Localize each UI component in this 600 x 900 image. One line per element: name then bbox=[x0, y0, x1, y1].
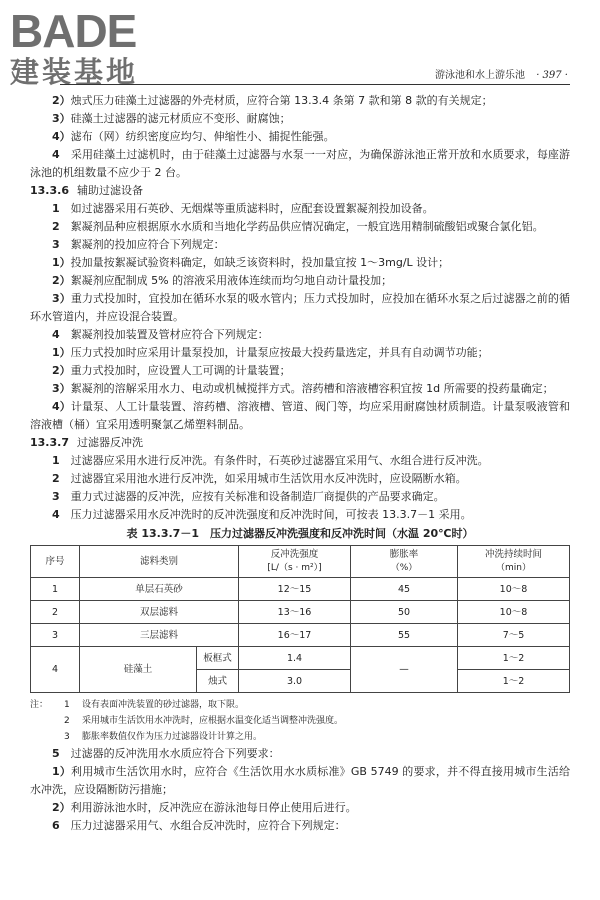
col-header-expansion: 膨胀率 （%） bbox=[351, 546, 458, 578]
clause-item: 2）烛式压力硅藻土过滤器的外壳材质，应符合第 13.3.4 条第 7 款和第 8 款的有关规定； bbox=[52, 94, 493, 107]
clause-item: 1 如过滤器采用石英砂、无烟煤等重质滤料时，应配套设置絮凝剂投加设备。 bbox=[52, 202, 434, 215]
table-row: 4 硅藻土 板框式 1.4 — 1～2 bbox=[31, 647, 570, 670]
clause-item: 4 采用硅藻土过滤机时，由于硅藻土过滤器与水泵一一对应，为确保游泳池正常开放和水质要求，每座游泳池的机组数量不应少于 2 台。 bbox=[30, 148, 571, 179]
header-rule bbox=[60, 84, 570, 85]
page-number: · 397 · bbox=[536, 70, 568, 81]
section-heading: 13.3.6 辅助过滤设备 bbox=[30, 184, 143, 197]
clause-item: 2 絮凝剂品种应根据原水水质和当地化学药品供应情况确定，一般宜选用精制硫酸铝或聚合氯化铝。 bbox=[52, 220, 544, 233]
table-title: 表 13.3.7－1 压力过滤器反冲洗强度和反冲洗时间（水温 20℃时） bbox=[126, 527, 474, 540]
chapter-title: 游泳池和水上游乐池 bbox=[435, 70, 525, 81]
table-row: 烛式 3.0 1～2 bbox=[31, 670, 570, 693]
clause-item: 4 絮凝剂投加装置及管材应符合下列规定： bbox=[52, 328, 269, 341]
clause-item: 3 絮凝剂的投加应符合下列规定： bbox=[52, 238, 225, 251]
clause-item: 1）投加量按絮凝试验资料确定，如缺乏该资料时，投加量宜按 1～3mg/L 设计； bbox=[52, 256, 450, 269]
page-body bbox=[30, 92, 570, 835]
clause-item: 6 压力过滤器采用气、水组合反冲洗时，应符合下列规定： bbox=[52, 819, 346, 832]
clause-item: 2）絮凝剂应配制成 5% 的溶液采用液体连续而均匀地自动计量投加； bbox=[52, 274, 393, 287]
clause-item: 2 过滤器宜采用池水进行反冲洗，如采用城市生活饮用水反冲洗时，应设隔断水箱。 bbox=[52, 472, 467, 485]
table-header-row bbox=[31, 546, 570, 578]
clause-item: 4）计量泵、人工计量装置、溶药槽、溶液槽、管道、阀门等，均应采用耐腐蚀材质制造。计量泵吸液管和溶液槽（桶）宜采用透明聚氯乙烯塑料制品。 bbox=[30, 400, 570, 431]
clause-item: 5 过滤器的反冲洗用水水质应符合下列要求： bbox=[52, 747, 280, 760]
logo-chinese-name: 建装基地 bbox=[10, 55, 139, 89]
col-header-intensity: 反冲洗强度 [L/（s · m²）] bbox=[239, 546, 351, 578]
running-header bbox=[435, 66, 568, 81]
clause-item: 1）压力式投加时应采用计量泵投加，计量泵应按最大投药量选定，并具有自动调节功能； bbox=[52, 346, 489, 359]
backwash-table bbox=[30, 545, 570, 693]
clause-item: 3）硅藻土过滤器的滤元材质应不变形、耐腐蚀； bbox=[52, 112, 291, 125]
logo-wordmark: BADE bbox=[10, 5, 137, 57]
col-header-no: 序号 bbox=[31, 546, 80, 578]
col-header-type: 滤料类别 bbox=[80, 546, 239, 578]
col-header-duration: 冲洗持续时间 （min） bbox=[458, 546, 570, 578]
clause-item: 1 过滤器应采用水进行反冲洗。有条件时，石英砂过滤器宜采用气、水组合进行反冲洗。 bbox=[52, 454, 489, 467]
table-row: 2 双层滤料 13～16 50 10～8 bbox=[31, 601, 570, 624]
clause-item: 3 重力式过滤器的反冲洗，应按有关标准和设备制造厂商提供的产品要求确定。 bbox=[52, 490, 445, 503]
clause-item: 3）重力式投加时，宜投加在循环水泵的吸水管内；压力式投加时，应投加在循环水泵之后过滤器之前的循环水管道内，并应设混合装置。 bbox=[30, 292, 570, 323]
clause-item: 4 压力过滤器采用水反冲洗时的反冲洗强度和反冲洗时间，可按表 13.3.7－1 采用。 bbox=[52, 508, 472, 521]
table-notes: 注： 1 设有表面冲洗装置的砂过滤器，取下限。 2 采用城市生活饮用水冲洗时，应根据水温变化适当调整冲洗强度。 3 膨胀率数值仅作为压力过滤器设计计算之用。 bbox=[30, 700, 344, 742]
bade-logo bbox=[10, 5, 180, 89]
clause-item: 3）絮凝剂的溶解采用水力、电动或机械搅拌方式。溶药槽和溶液槽容积宜按 1d 所需要的投药量确定； bbox=[52, 382, 554, 395]
clause-item: 2）利用游泳池水时，反冲洗应在游泳池每日停止使用后进行。 bbox=[52, 801, 357, 814]
clause-item: 4）滤布（网）纺织密度应均匀、伸缩性小、捕捉性能强。 bbox=[52, 130, 335, 143]
table-row: 1 单层石英砂 12～15 45 10～8 bbox=[31, 578, 570, 601]
clause-item: 2）重力式投加时，应设置人工可调的计量装置； bbox=[52, 364, 291, 377]
table-row: 3 三层滤料 16～17 55 7～5 bbox=[31, 624, 570, 647]
clause-item: 1）利用城市生活饮用水时，应符合《生活饮用水水质标准》GB 5749 的要求，并不得直接用城市生活给水冲洗，应设隔断防污措施； bbox=[30, 765, 570, 796]
section-heading: 13.3.7 过滤器反冲洗 bbox=[30, 436, 143, 449]
